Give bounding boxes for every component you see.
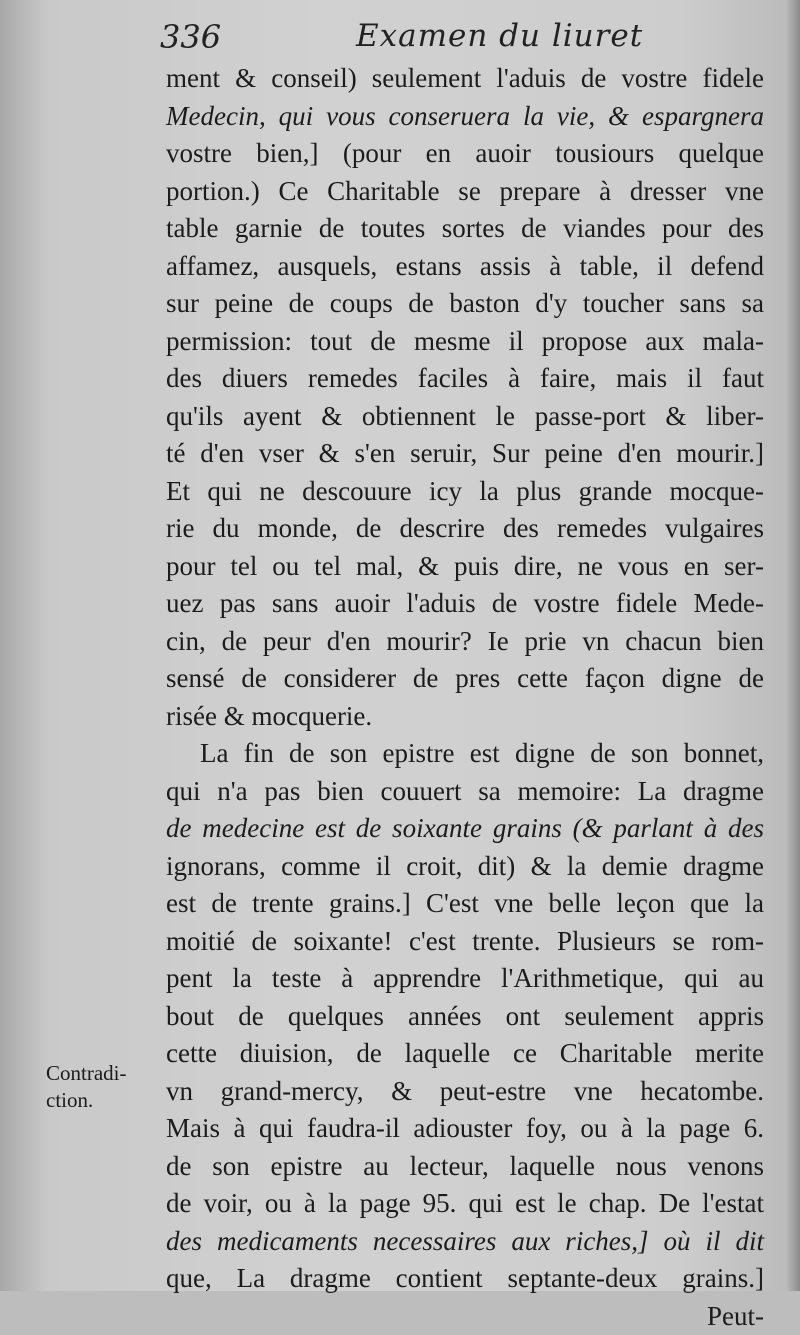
- text-line: que, La dragme contient septante-deux grains.]: [166, 1260, 764, 1298]
- running-head: Examen du liuret: [356, 18, 643, 54]
- text-line: cin, de peur d'en mourir? Ie prie vn chacun bien: [166, 623, 764, 661]
- text-line: vostre bien,] (pour en auoir tousiours quelque: [166, 135, 764, 173]
- text-line: table garnie de toutes sortes de viandes pour des: [166, 210, 764, 248]
- text-line: pour tel ou tel mal, & puis dire, ne vous en ser-: [166, 548, 764, 586]
- text-line: de medecine est de soixante grains (& parlant à des: [166, 810, 764, 848]
- text-line: Et qui ne descouure icy la plus grande mocque-: [166, 473, 764, 511]
- text-line: té d'en vser & s'en seruir, Sur peine d'en mourir.]: [166, 435, 764, 473]
- catchword: Peut-: [166, 1298, 764, 1335]
- text-line: uez pas sans auoir l'aduis de vostre fidele Mede-: [166, 585, 764, 623]
- margin-note: [46, 1060, 156, 1114]
- text-line: est de trente grains.] C'est vne belle leçon que la: [166, 885, 764, 923]
- text-line: permission: tout de mesme il propose aux mala-: [166, 323, 764, 361]
- text-line: ignorans, comme il croit, dit) & la demie dragme: [166, 848, 764, 886]
- margin-note-line: ction.: [46, 1087, 156, 1114]
- text-line: cette diuision, de laquelle ce Charitable merite: [166, 1035, 764, 1073]
- text-line: La fin de son epistre est digne de son bonnet,: [166, 735, 764, 773]
- text-line: sur peine de coups de baston d'y toucher sans sa: [166, 285, 764, 323]
- text-line: bout de quelques années ont seulement appris: [166, 998, 764, 1036]
- page-number: 336: [160, 18, 221, 56]
- text-line: sensé de considerer de pres cette façon digne de: [166, 660, 764, 698]
- text-line: rie du monde, de descrire des remedes vulgaires: [166, 510, 764, 548]
- text-line: affamez, ausquels, estans assis à table, il defend: [166, 248, 764, 286]
- text-line: des diuers remedes faciles à faire, mais il faut: [166, 360, 764, 398]
- text-line: qu'ils ayent & obtiennent le passe-port & liber-: [166, 398, 764, 436]
- text-line: de voir, ou à la page 95. qui est le chap. De l'estat: [166, 1185, 764, 1223]
- text-line: pent la teste à apprendre l'Arithmetique, qui au: [166, 960, 764, 998]
- text-line: risée & mocquerie.: [166, 698, 764, 736]
- text-line: de son epistre au lecteur, laquelle nous venons: [166, 1148, 764, 1186]
- page-edge-shadow: [786, 0, 800, 1291]
- page-header: [160, 14, 760, 58]
- text-line: ment & conseil) seulement l'aduis de vostre fidele: [166, 60, 764, 98]
- text-line: vn grand-mercy, & peut-estre vne hecatombe.: [166, 1073, 764, 1111]
- text-line: des medicaments necessaires aux riches,] où il dit: [166, 1223, 764, 1261]
- text-line: Medecin, qui vous conseruera la vie, & espargnera: [166, 98, 764, 136]
- margin-note-line: Contradi-: [46, 1060, 156, 1087]
- text-line: portion.) Ce Charitable se prepare à dresser vne: [166, 173, 764, 211]
- text-line: Mais à qui faudra-il adiouster foy, ou à la page 6.: [166, 1110, 764, 1148]
- body-text: [166, 60, 764, 1335]
- text-line: qui n'a pas bien couuert sa memoire: La dragme: [166, 773, 764, 811]
- text-line: moitié de soixante! c'est trente. Plusieurs se rom-: [166, 923, 764, 961]
